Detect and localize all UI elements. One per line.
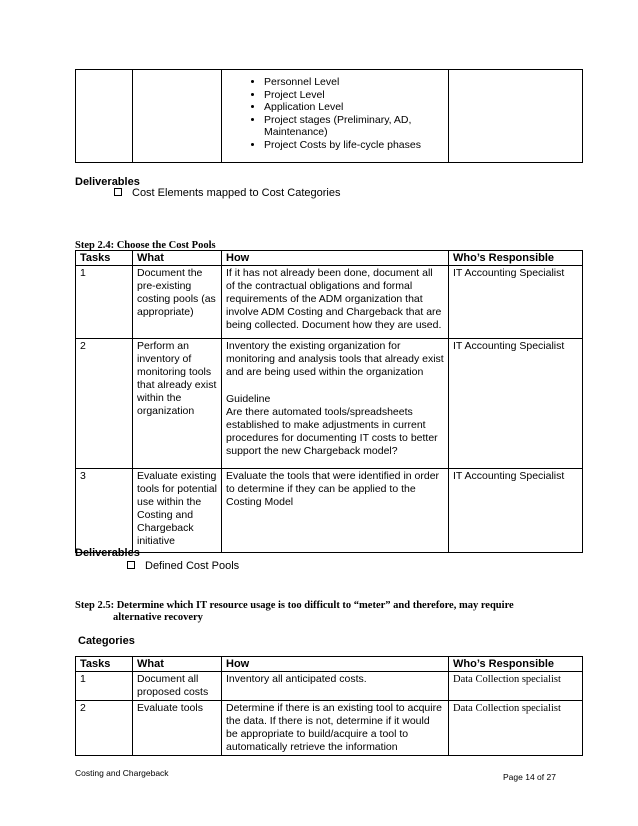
table-row	[76, 701, 583, 756]
cell-what: Document all proposed costs	[133, 672, 222, 701]
table-row	[76, 672, 583, 701]
cell-task: 1	[76, 266, 133, 339]
cell-task: 3	[76, 469, 133, 553]
footer-left: Costing and Chargeback	[75, 768, 169, 778]
guideline-label: Guideline	[226, 393, 271, 405]
bullet-item: • Personnel Level	[264, 76, 444, 89]
top-table-cell-tasks	[76, 70, 133, 163]
cell-who: Data Collection specialist	[449, 672, 583, 701]
cell-what: Evaluate tools	[133, 701, 222, 756]
bullet-list	[226, 76, 444, 152]
step-heading: Step 2.5: Determine which IT resource usage is too difficult to “meter” and therefore, may require	[75, 600, 514, 611]
col-header-tasks: Tasks	[76, 251, 133, 266]
categories-heading: Categories	[78, 635, 135, 647]
cell-task: 2	[76, 701, 133, 756]
checkbox-bullet-icon	[127, 561, 135, 569]
table-row	[76, 339, 583, 469]
col-header-what: What	[133, 657, 222, 672]
cell-who: IT Accounting Specialist	[449, 339, 583, 469]
deliverables-item	[127, 560, 239, 572]
deliverables-item-text: Cost Elements mapped to Cost Categories	[132, 187, 341, 199]
cell-how	[222, 339, 449, 469]
col-header-how: How	[222, 251, 449, 266]
guideline-text: Are there automated tools/spreadsheets established to make adjustments in current procedures for documenting IT costs to better support the new Chargeback model?	[226, 406, 438, 457]
deliverables-heading: Deliverables	[75, 176, 140, 188]
table-row	[76, 469, 583, 553]
cell-what: Perform an inventory of monitoring tools that already exist within the organization	[133, 339, 222, 469]
bullet-item: • Project Level	[264, 89, 444, 102]
col-header-who: Who’s Responsible	[449, 657, 583, 672]
cell-how: Inventory all anticipated costs.	[222, 672, 449, 701]
checkbox-bullet-icon	[114, 188, 122, 196]
cell-who: IT Accounting Specialist	[449, 266, 583, 339]
cell-what: Document the pre-existing costing pools (as appropriate)	[133, 266, 222, 339]
col-header-how: How	[222, 657, 449, 672]
cell-what: Evaluate existing tools for potential use within the Costing and Chargeback initiative	[133, 469, 222, 553]
top-table	[75, 69, 583, 163]
step-heading-cont: alternative recovery	[113, 612, 203, 623]
table-header-row	[76, 657, 583, 672]
step-heading: Step 2.4: Choose the Cost Pools	[75, 240, 216, 251]
cell-task: 1	[76, 672, 133, 701]
bullet-item: • Project Costs by life-cycle phases	[264, 139, 444, 152]
top-table-cell-what	[133, 70, 222, 163]
cell-who: IT Accounting Specialist	[449, 469, 583, 553]
deliverables-item-text: Defined Cost Pools	[145, 560, 240, 572]
cell-how: Evaluate the tools that were identified in order to determine if they can be applied to the Costing Model	[222, 469, 449, 553]
col-header-who: Who’s Responsible	[449, 251, 583, 266]
cell-who: Data Collection specialist	[449, 701, 583, 756]
deliverables-item	[114, 187, 341, 199]
deliverables-heading: Deliverables	[75, 547, 140, 559]
cell-how: If it has not already been done, document all of the contractual obligations and formal requirements of the ADM organization that involve ADM Costing and Chargeback that are being collected. Document how they are used.	[222, 266, 449, 339]
top-table-cell-how	[222, 70, 449, 163]
col-header-tasks: Tasks	[76, 657, 133, 672]
bullet-item: • Project stages (Preliminary, AD, Maintenance)	[264, 114, 444, 139]
table-row	[76, 266, 583, 339]
bullet-item: • Application Level	[264, 101, 444, 114]
cell-task: 2	[76, 339, 133, 469]
cell-how-text: Inventory the existing organization for monitoring and analysis tools that already exist and are being used within the organization	[226, 340, 444, 378]
footer-page-number: Page 14 of 27	[503, 772, 556, 782]
cell-how: Determine if there is an existing tool to acquire the data. If there is not, determine if it would be appropriate to build/acquire a tool to automatically retrieve the information	[222, 701, 449, 756]
table-header-row	[76, 251, 583, 266]
col-header-what: What	[133, 251, 222, 266]
top-table-cell-who	[449, 70, 583, 163]
step25-table	[75, 656, 583, 756]
step24-table	[75, 250, 583, 553]
